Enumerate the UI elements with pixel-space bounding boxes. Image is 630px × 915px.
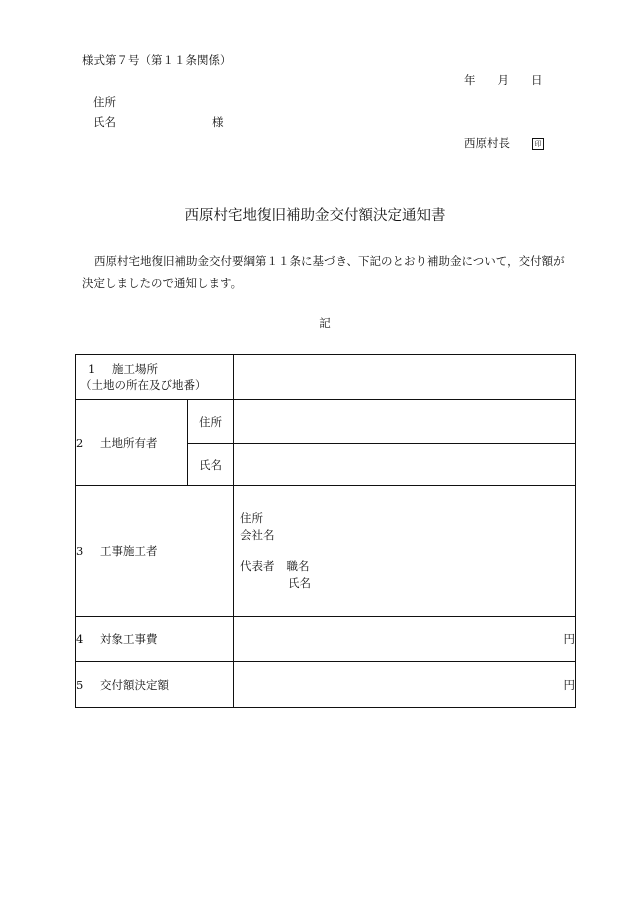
recipient-address-label: 住所: [93, 95, 116, 109]
row2-label-cell: [76, 400, 188, 486]
document-title: 西原村宅地復旧補助金交付額決定通知書: [184, 208, 446, 224]
seal-mark: 印: [532, 138, 544, 150]
row2-address-value[interactable]: [234, 400, 576, 444]
row2-name-value[interactable]: [234, 444, 576, 486]
row4-label: 対象工事費: [100, 632, 158, 646]
details-table: [75, 354, 576, 708]
row3-name-label: 氏名: [288, 576, 311, 590]
table-row: [76, 662, 576, 708]
body-text: 西原村宅地復旧補助金交付要綱第１１条に基づき、下記のとおり補助金について，交付額が決定しましたので通知します。: [82, 254, 565, 290]
row3-value[interactable]: [234, 486, 576, 617]
date-month: 月: [497, 73, 509, 87]
row3-num: 3: [76, 544, 84, 558]
recipient-honorific: 様: [212, 115, 224, 129]
row1-label-cell: [76, 355, 234, 400]
row3-address-label: 住所: [240, 511, 263, 525]
row4-num: 4: [76, 632, 84, 646]
row3-company-label: 会社名: [240, 528, 275, 542]
row5-label-cell: [76, 662, 234, 708]
table-row: [76, 355, 576, 400]
recipient-name-label: 氏名: [93, 115, 116, 129]
row5-amount[interactable]: 円: [234, 662, 576, 708]
date-line: [464, 74, 543, 88]
form-number: 様式第７号（第１１条関係）: [82, 53, 232, 67]
table-row: [76, 486, 576, 617]
row2-num: 2: [76, 435, 84, 450]
sender: [464, 137, 544, 151]
row3-representative-label: 代表者: [240, 559, 275, 573]
row3-label-cell: [76, 486, 234, 617]
date-year: 年: [464, 73, 476, 87]
row5-num: 5: [76, 677, 84, 692]
row2-name-label: 氏名: [188, 444, 234, 486]
date-day: 日: [531, 73, 543, 87]
row3-label: 工事施工者: [100, 544, 158, 558]
row1-label: 施工場所: [112, 362, 158, 376]
row3-title-label: 職名: [286, 559, 310, 573]
table-row: [76, 400, 576, 444]
sender-name: 西原村長: [464, 136, 510, 150]
row4-amount[interactable]: 円: [234, 617, 576, 662]
row1-value[interactable]: [234, 355, 576, 400]
row5-label: 交付額決定額: [100, 677, 169, 692]
row4-label-cell: [76, 617, 234, 662]
row2-address-label: 住所: [188, 400, 234, 444]
table-row: [76, 617, 576, 662]
row1-num: 1: [88, 362, 96, 376]
row2-label: 土地所有者: [100, 435, 158, 450]
row1-sub: （土地の所在及び地番）: [80, 378, 207, 392]
ki-heading: 記: [319, 316, 331, 330]
